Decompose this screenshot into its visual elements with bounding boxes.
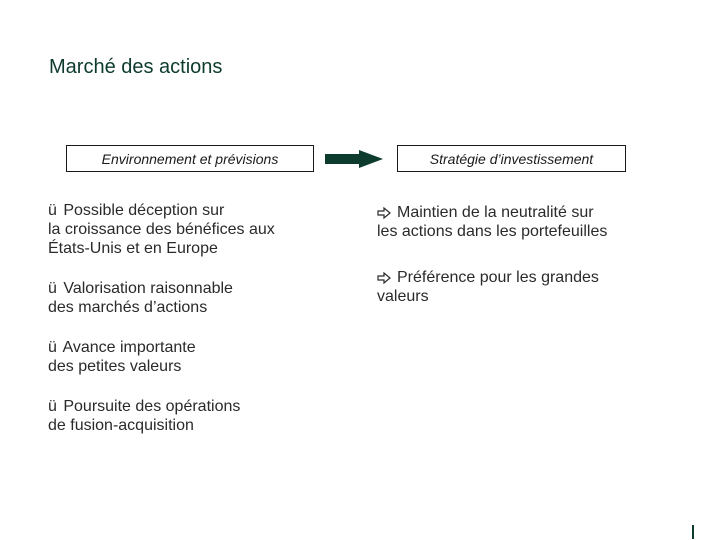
left-bullet [48, 397, 313, 435]
bullet-line: États-Unis et en Europe [48, 240, 218, 257]
left-bullet [48, 201, 313, 258]
outline-arrow-icon [377, 272, 391, 284]
bullet-line: Avance importante [62, 339, 196, 356]
check-icon: ü [48, 339, 57, 356]
bullet-line: Possible déception sur [63, 202, 225, 219]
bullet-line: Maintien de la neutralité sur [397, 204, 594, 221]
check-icon: ü [48, 202, 57, 219]
outline-arrow-icon [377, 207, 391, 219]
slide-title: Marché des actions [49, 56, 223, 78]
bullet-line: des petites valeurs [48, 358, 182, 375]
bullet-line: de fusion-acquisition [48, 417, 194, 434]
right-bullet [377, 203, 677, 241]
strategy-header-box [397, 145, 626, 172]
left-bullet [48, 279, 313, 317]
environment-header-label: Environnement et prévisions [101, 150, 279, 167]
bullet-line: Valorisation raisonnable [63, 280, 233, 297]
bullet-line: les actions dans les portefeuilles [377, 223, 608, 240]
bullet-line: Préférence pour les grandes [397, 269, 599, 286]
bullet-line: valeurs [377, 288, 429, 305]
environment-header-box [66, 145, 314, 172]
bullet-line: Poursuite des opérations [63, 398, 241, 415]
page-marker [692, 525, 694, 539]
right-bullet [377, 268, 677, 306]
bullet-line: la croissance des bénéfices aux [48, 221, 275, 238]
check-icon: ü [48, 280, 57, 297]
check-icon: ü [48, 398, 57, 415]
right-arrow-icon [325, 150, 385, 168]
strategy-header-label: Stratégie d’investissement [429, 150, 594, 167]
bullet-line: des marchés d’actions [48, 299, 208, 316]
left-bullet [48, 338, 313, 376]
